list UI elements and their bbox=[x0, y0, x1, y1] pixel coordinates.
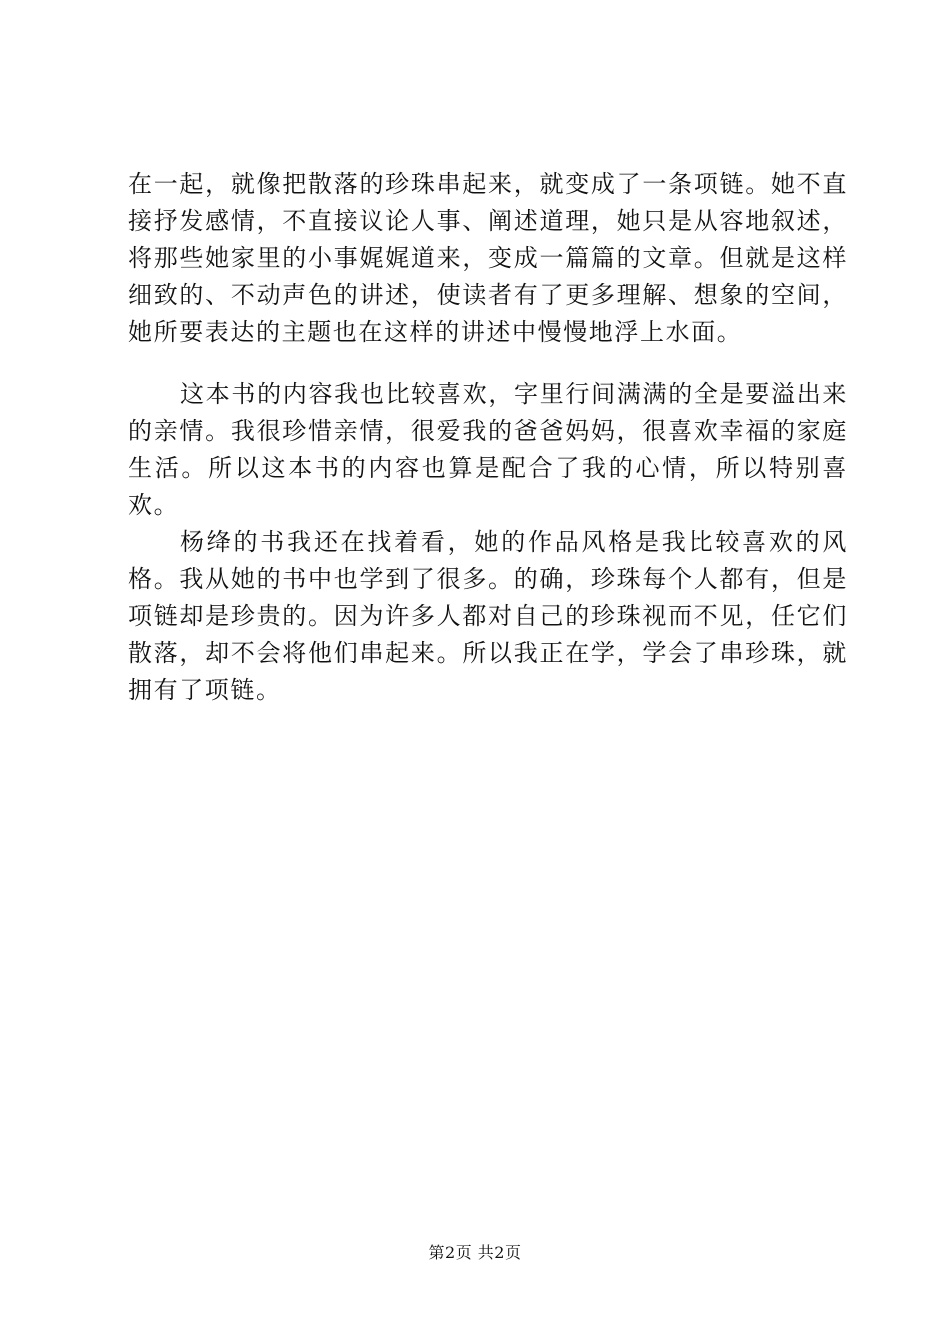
body-text bbox=[128, 166, 848, 709]
page-number-footer: 第2页 共2页 bbox=[428, 1243, 522, 1262]
paragraph-affection: 这本书的内容我也比较喜欢，字里行间满满的全是要溢出来的亲情。我很珍惜亲情，很爱我的爸爸妈妈，很喜欢幸福的家庭生活。所以这本书的内容也算是配合了我的心情，所以特别喜欢。 bbox=[128, 380, 848, 519]
paragraph-continuation: 在一起，就像把散落的珍珠串起来，就变成了一条项链。她不直接抒发感情，不直接议论人事、阐述道理，她只是从容地叙述，将那些她家里的小事娓娓道来，变成一篇篇的文章。但就是这样细致的、不动声色的讲述，使读者有了更多理解、想象的空间，她所要表达的主题也在这样的讲述中慢慢地浮上水面。 bbox=[128, 170, 848, 346]
paragraph-conclusion: 杨绛的书我还在找着看，她的作品风格是我比较喜欢的风格。我从她的书中也学到了很多。的确，珍珠每个人都有，但是项链却是珍贵的。因为许多人都对自己的珍珠视而不见，任它们散落，却不会将他们串起来。所以我正在学，学会了串珍珠，就拥有了项链。 bbox=[128, 528, 848, 704]
